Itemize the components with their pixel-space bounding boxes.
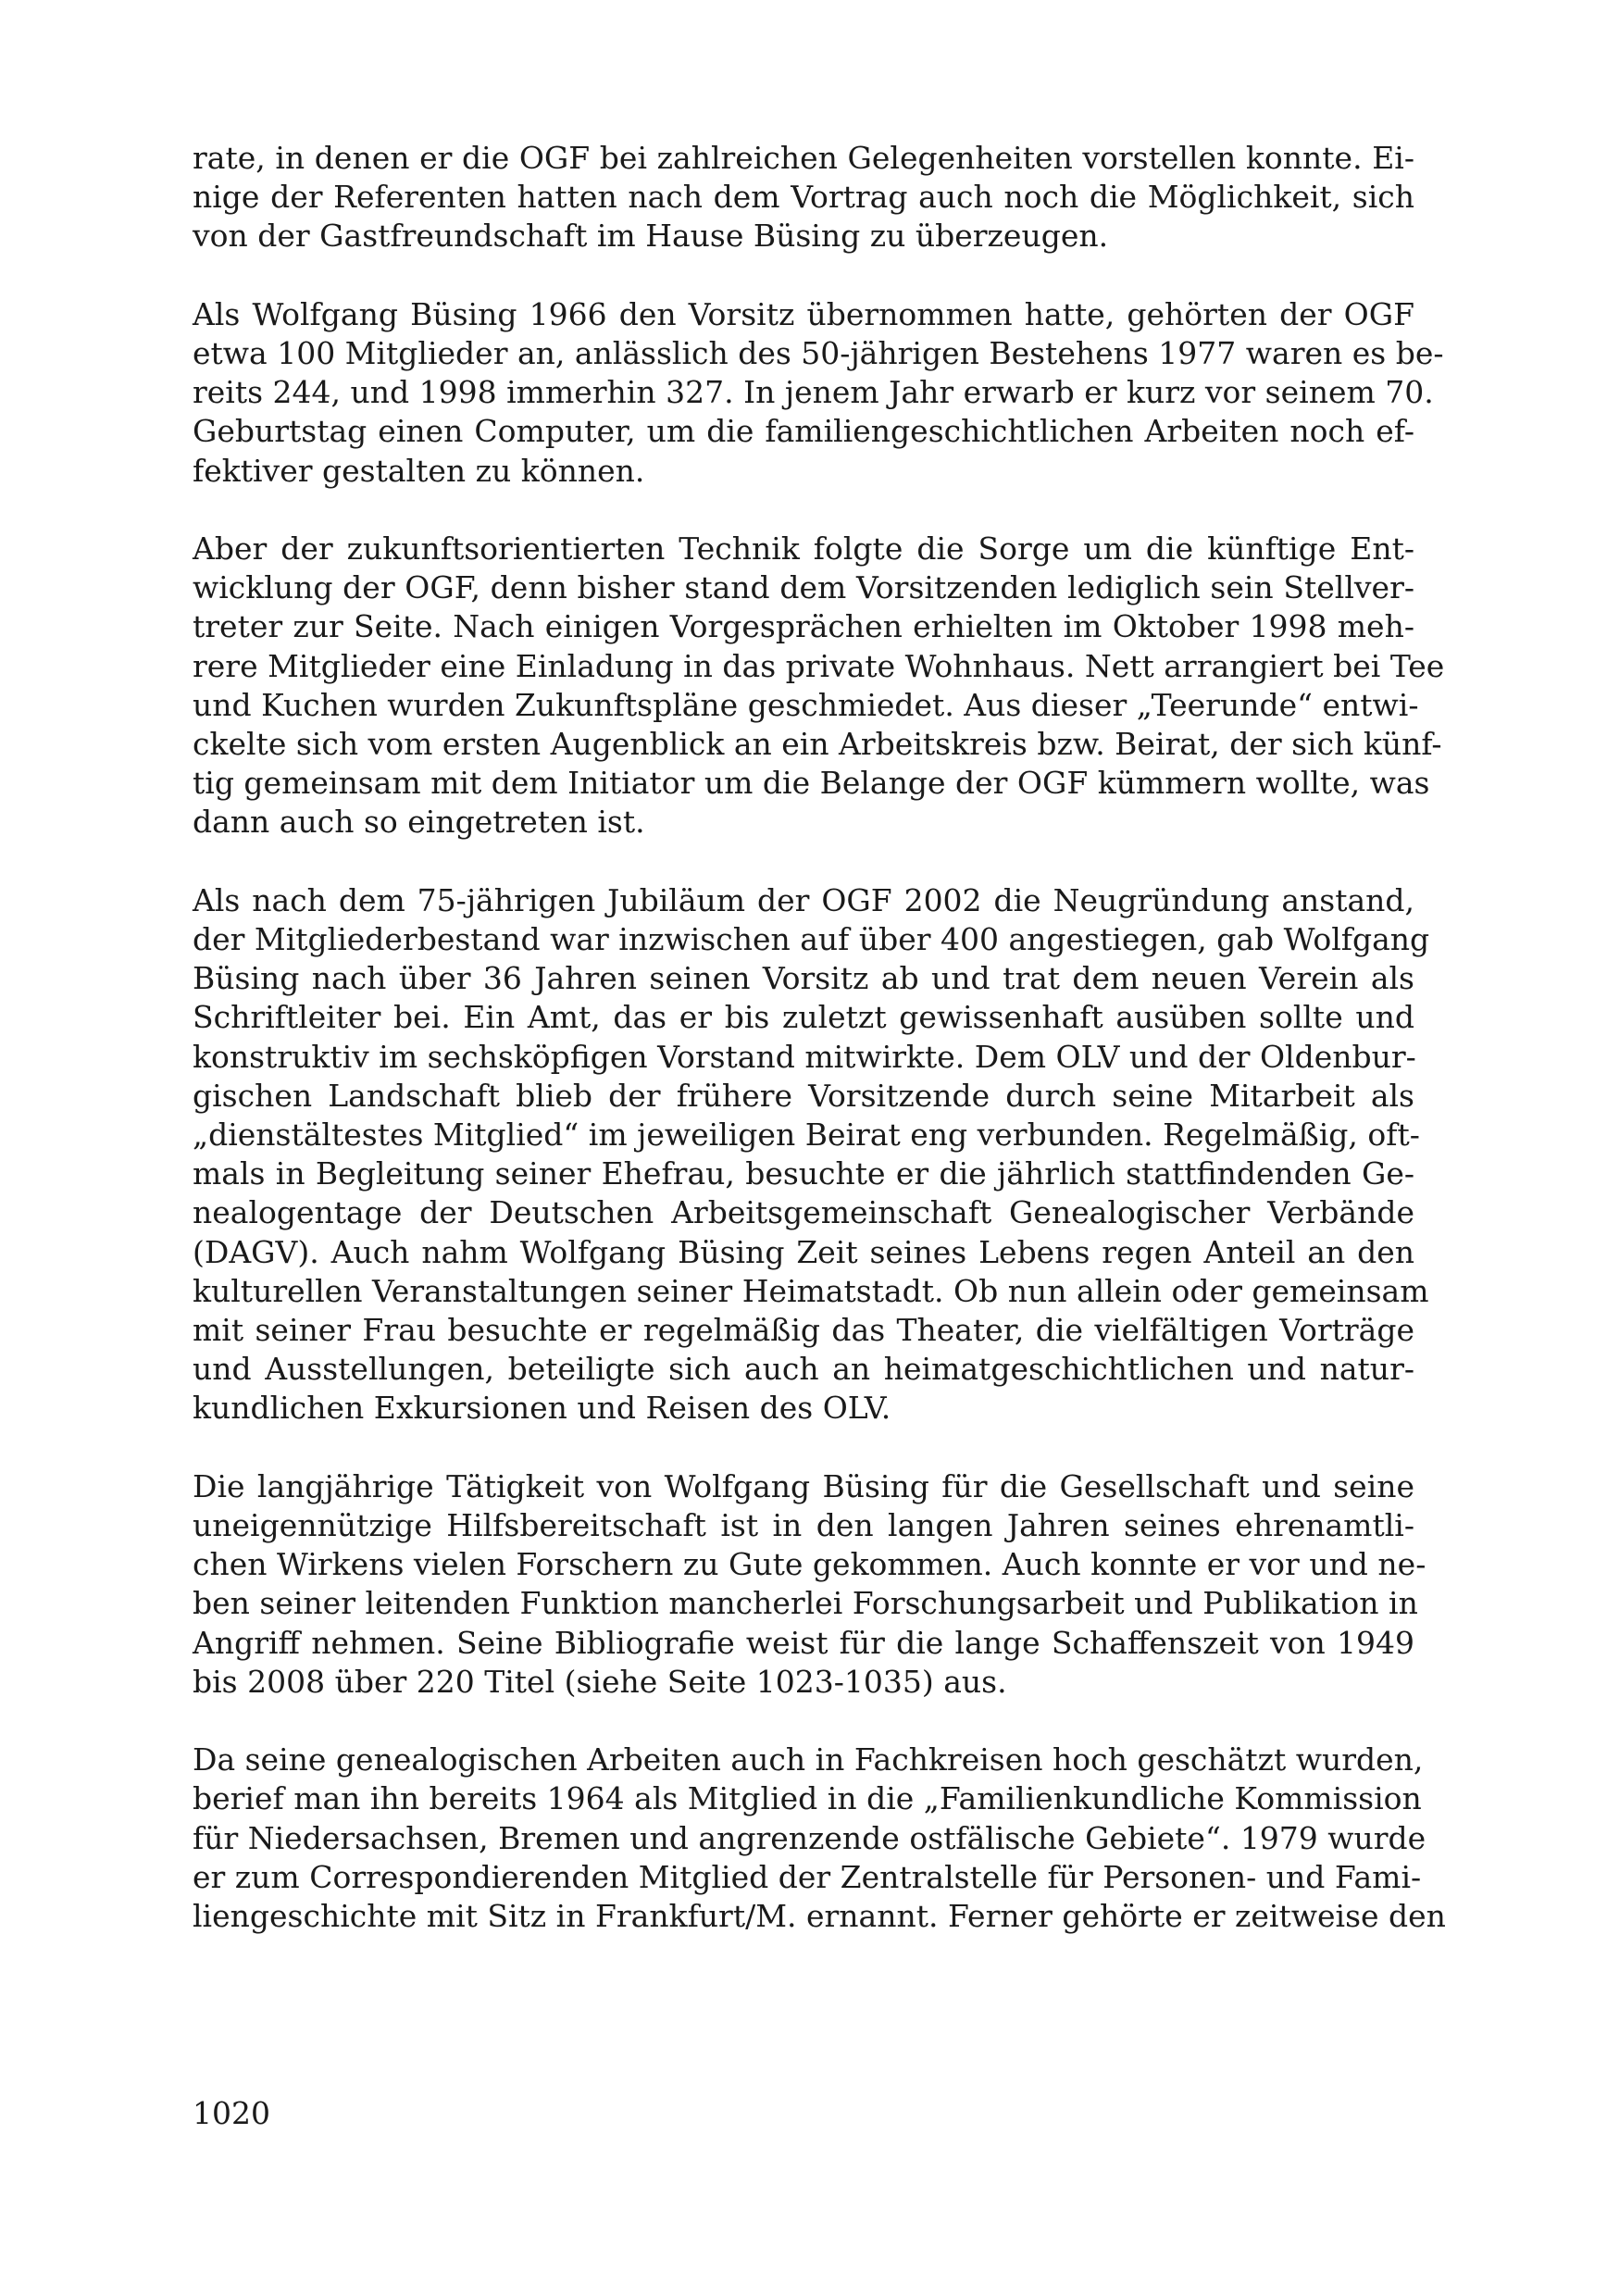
text-line: dann auch so eingetreten ist.	[193, 804, 645, 841]
paragraph	[193, 1741, 1446, 1936]
paragraph	[193, 295, 1444, 491]
text-line: Schriftleiter bei. Ein Amt, das er bis zuletzt gewissenhaft ausüben sollte und	[193, 999, 1414, 1036]
text-line: gischen Landschaft blieb der frühere Vorsitzende durch seine Mitarbeit als	[193, 1077, 1414, 1114]
text-line: Angriff nehmen. Seine Bibliografie weist für die lange Schaffenszeit von 1949	[193, 1624, 1414, 1661]
text-line: er zum Correspondierenden Mitglied der Zentralstelle für Personen- und Fami-	[193, 1858, 1422, 1895]
text-line: von der Gastfreundschaft im Hause Büsing zu überzeugen.	[193, 218, 1109, 255]
text-line: Die langjährige Tätigkeit von Wolfgang Büsing für die Gesellschaft und seine	[193, 1467, 1414, 1504]
body-text	[193, 139, 1446, 1975]
text-line: konstruktiv im sechsköpfigen Vorstand mitwirkte. Dem OLV und der Oldenbur-	[193, 1038, 1416, 1075]
text-line: für Niedersachsen, Bremen und angrenzende ostfälische Gebiete“. 1979 wurde	[193, 1819, 1426, 1856]
text-line: etwa 100 Mitglieder an, anlässlich des 50-jährigen Bestehens 1977 waren es be-	[193, 335, 1444, 371]
text-line: bis 2008 über 220 Titel (siehe Seite 1023-1035) aus.	[193, 1663, 1007, 1700]
paragraph	[193, 881, 1430, 1429]
text-line: Als Wolfgang Büsing 1966 den Vorsitz übernommen hatte, gehörten der OGF	[193, 295, 1414, 332]
text-line: berief man ihn bereits 1964 als Mitglied in die „Familienkundliche Kommission	[193, 1780, 1422, 1817]
text-line: treter zur Seite. Nach einigen Vorgesprächen erhielten im Oktober 1998 meh-	[193, 608, 1414, 645]
text-line: ckelte sich vom ersten Augenblick an ein Arbeitskreis bzw. Beirat, der sich künf-	[193, 726, 1442, 763]
text-line: Büsing nach über 36 Jahren seinen Vorsitz ab und trat dem neuen Verein als	[193, 960, 1414, 997]
text-line: wicklung der OGF, denn bisher stand dem Vorsitzenden lediglich sein Stellver-	[193, 569, 1414, 606]
text-line: rere Mitglieder eine Einladung in das private Wohnhaus. Nett arrangiert bei Tee	[193, 647, 1445, 684]
text-line: nealogentage der Deutschen Arbeitsgemeinschaft Genealogischer Verbände	[193, 1194, 1414, 1231]
text-line: und Ausstellungen, beteiligte sich auch an heimatgeschichtlichen und natur-	[193, 1351, 1414, 1388]
text-line: der Mitgliederbestand war inzwischen auf über 400 angestiegen, gab Wolfgang	[193, 921, 1430, 958]
text-line: mals in Begleitung seiner Ehefrau, besuchte er die jährlich stattfindenden Ge-	[193, 1155, 1414, 1192]
text-line: Da seine genealogischen Arbeiten auch in Fachkreisen hoch geschätzt wurden,	[193, 1741, 1424, 1778]
text-line: (DAGV). Auch nahm Wolfgang Büsing Zeit seines Lebens regen Anteil an den	[193, 1233, 1414, 1270]
paragraph	[193, 1467, 1426, 1702]
text-line: reits 244, und 1998 immerhin 327. In jenem Jahr erwarb er kurz vor seinem 70.	[193, 374, 1434, 411]
text-line: rate, in denen er die OGF bei zahlreichen Gelegenheiten vorstellen konnte. Ei-	[193, 140, 1414, 176]
text-line: kundlichen Exkursionen und Reisen des OLV.	[193, 1390, 891, 1427]
text-line: und Kuchen wurden Zukunftspläne geschmiedet. Aus dieser „Teerunde“ entwi-	[193, 686, 1419, 723]
text-line: liengeschichte mit Sitz in Frankfurt/M. ernannt. Ferner gehörte er zeitweise den	[193, 1898, 1446, 1935]
text-line: Aber der zukunftsorientierten Technik folgte die Sorge um die künftige Ent-	[193, 530, 1414, 567]
text-line: ben seiner leitenden Funktion mancherlei Forschungsarbeit und Publikation in	[193, 1585, 1418, 1622]
paragraph	[193, 530, 1445, 842]
paragraph	[193, 139, 1414, 256]
text-line: Geburtstag einen Computer, um die familiengeschichtlichen Arbeiten noch ef-	[193, 413, 1414, 450]
page-number: 1020	[193, 2095, 270, 2131]
text-line: uneigennützige Hilfsbereitschaft ist in den langen Jahren seines ehrenamtli-	[193, 1507, 1414, 1544]
text-line: nige der Referenten hatten nach dem Vortrag auch noch die Möglichkeit, sich	[193, 179, 1414, 216]
text-line: „dienstältestes Mitglied“ im jeweiligen Beirat eng verbunden. Regelmäßig, oft-	[193, 1117, 1420, 1154]
text-line: tig gemeinsam mit dem Initiator um die Belange der OGF kümmern wollte, was	[193, 765, 1430, 802]
text-line: Als nach dem 75-jährigen Jubiläum der OGF 2002 die Neugründung anstand,	[193, 881, 1414, 918]
text-line: chen Wirkens vielen Forschern zu Gute gekommen. Auch konnte er vor und ne-	[193, 1546, 1426, 1583]
text-line: kulturellen Veranstaltungen seiner Heimatstadt. Ob nun allein oder gemeinsam	[193, 1272, 1429, 1309]
text-line: mit seiner Frau besuchte er regelmäßig das Theater, die vielfältigen Vorträge	[193, 1312, 1414, 1349]
text-line: fektiver gestalten zu können.	[193, 452, 645, 489]
